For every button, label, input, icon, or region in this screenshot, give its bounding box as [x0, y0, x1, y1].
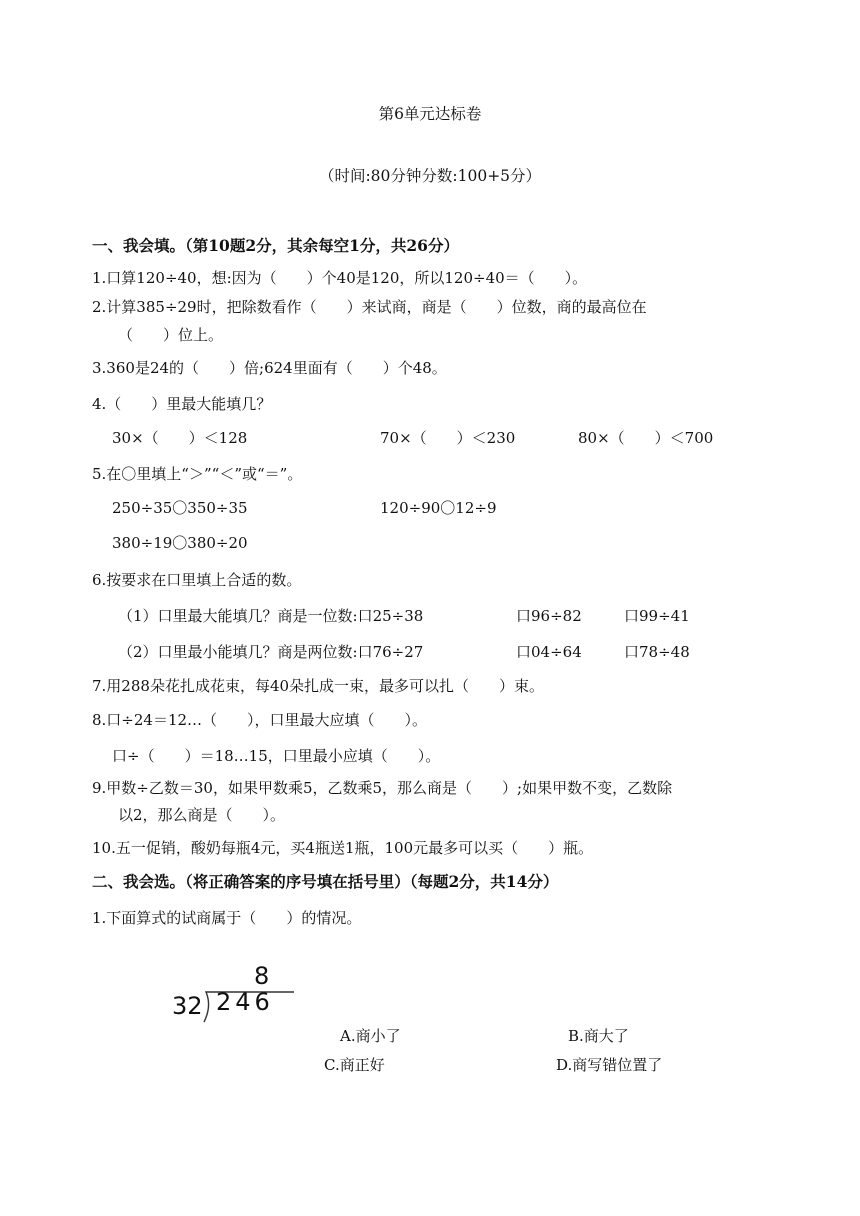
question-1-9-line2: 以2，那么商是（ ）。: [118, 806, 286, 824]
section-1-heading: 一、我会填。（第10题2分，其余每空1分，共26分）: [92, 236, 459, 255]
question-1-1: 1.口算120÷40，想:因为（ ）个40是120，所以120÷40＝（ ）。: [92, 269, 588, 287]
division-divisor: 32: [172, 992, 203, 1020]
question-1-10: 10.五一促销，酸奶每瓶4元，买4瓶送1瓶，100元最多可以买（ ）瓶。: [92, 839, 594, 857]
question-1-5-item-a: 250÷35〇350÷35: [112, 499, 248, 517]
option-b: B.商大了: [568, 1027, 629, 1045]
question-1-7: 7.用288朵花扎成花束，每40朵扎成一束，最多可以扎（ ）束。: [92, 677, 545, 695]
question-1-6-part1-b: 口96÷82: [516, 607, 582, 625]
option-c: C.商正好: [324, 1056, 385, 1074]
question-1-6-part2-b: 口04÷64: [516, 643, 582, 661]
question-2-1: 1.下面算式的试商属于（ ）的情况。: [92, 909, 362, 927]
question-1-9-line1: 9.甲数÷乙数＝30，如果甲数乘5，乙数乘5，那么商是（ ）;如果甲数不变，乙数除: [92, 779, 673, 797]
question-1-4-item-c: 80×（ ）＜700: [578, 429, 714, 447]
question-1-2-line2: （ ）位上。: [118, 326, 224, 344]
long-division-figure: [172, 962, 302, 1026]
question-1-3: 3.360是24的（ ）倍;624里面有（ ）个48。: [92, 359, 447, 377]
option-d: D.商写错位置了: [556, 1056, 663, 1074]
division-dividend: 246: [216, 988, 274, 1016]
question-1-5-item-c: 380÷19〇380÷20: [112, 534, 248, 552]
question-1-6-part2-a: （2）口里最小能填几？商是两位数:口76÷27: [118, 643, 424, 661]
question-1-6-part1-a: （1）口里最大能填几？商是一位数:口25÷38: [118, 607, 424, 625]
question-1-5: 5.在〇里填上“＞”“＜”或“＝”。: [92, 465, 303, 483]
question-1-8-line1: 8.口÷24＝12…（ ），口里最大应填（ ）。: [92, 711, 428, 729]
division-quotient: 8: [254, 962, 270, 990]
question-1-2-line1: 2.计算385÷29时，把除数看作（ ）来试商，商是（ ）位数，商的最高位在: [92, 298, 647, 316]
question-1-6-part1-c: 口99÷41: [624, 607, 690, 625]
question-1-4: 4.（ ）里最大能填几？: [92, 395, 272, 413]
question-1-6-part2-c: 口78÷48: [624, 643, 690, 661]
question-1-6: 6.按要求在口里填上合适的数。: [92, 571, 302, 589]
question-1-4-item-a: 30×（ ）＜128: [112, 429, 248, 447]
page-subtitle: （时间:80分钟分数:100+5分）: [318, 167, 542, 185]
question-1-5-item-b: 120÷90〇12÷9: [380, 499, 497, 517]
option-a: A.商小了: [340, 1027, 401, 1045]
question-1-8-line2: 口÷（ ）＝18…15，口里最小应填（ ）。: [112, 747, 441, 765]
section-2-heading: 二、我会选。（将正确答案的序号填在括号里）（每题2分，共14分）: [92, 872, 559, 891]
page-title: 第6单元达标卷: [378, 105, 482, 123]
question-1-4-item-b: 70×（ ）＜230: [380, 429, 516, 447]
